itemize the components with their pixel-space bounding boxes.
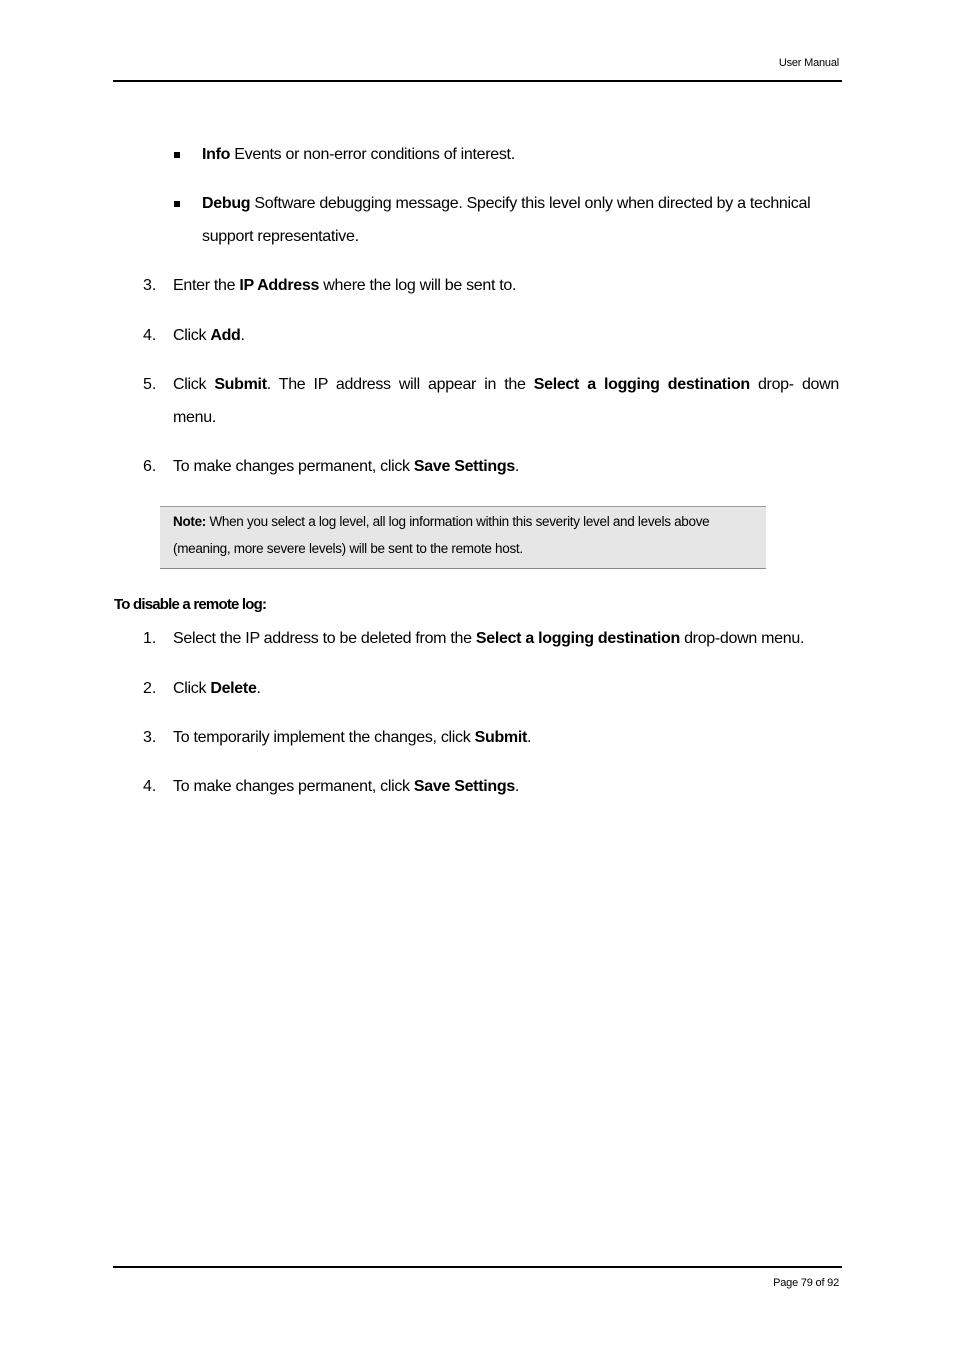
step-pre: Click <box>173 327 211 344</box>
step-text <box>173 630 804 648</box>
step-bold: Save Settings <box>413 458 515 475</box>
bullet-marker <box>174 152 180 158</box>
bullet-debug <box>202 195 839 213</box>
header-title: User Manual <box>778 57 839 69</box>
note-line: (meaning, more severe levels) will be sent to the remote host. <box>173 541 523 556</box>
note-box <box>160 506 766 569</box>
step-pre: To temporarily implement the changes, click <box>173 729 475 746</box>
step-bold: Select a logging destination <box>533 376 750 393</box>
step-number: 4. <box>143 327 157 344</box>
section-heading: To disable a remote log: <box>114 596 267 613</box>
step-number: 4. <box>143 778 157 795</box>
step-post: . <box>256 680 261 697</box>
bullet-text: Events or non-error conditions of interest. <box>230 146 515 163</box>
step-number: 3. <box>143 729 157 746</box>
step-pre: Click <box>173 680 211 697</box>
step-pre: Enter the <box>173 277 240 294</box>
step-bold: Delete <box>210 680 257 697</box>
step-bold: Select a logging destination <box>475 630 680 647</box>
step-text <box>173 327 245 345</box>
step-pre: To make changes permanent, click <box>173 778 414 795</box>
bullet-term: Debug <box>202 195 251 212</box>
page-number: Page 79 of 92 <box>773 1277 839 1289</box>
step-post: where the log will be sent to. <box>319 277 517 294</box>
step-text <box>173 458 519 476</box>
note-line <box>173 514 709 529</box>
bullet-marker <box>174 201 180 207</box>
step-mid: . The IP address will appear in the <box>266 376 534 393</box>
bullet-term: Info <box>202 146 231 163</box>
header-divider <box>113 80 842 82</box>
step-number: 6. <box>143 458 157 475</box>
step-number: 5. <box>143 376 157 393</box>
footer-divider <box>113 1266 842 1268</box>
bullet-debug-cont: support representative. <box>202 228 359 245</box>
step-bold: Save Settings <box>413 778 515 795</box>
step-post: . <box>514 778 520 795</box>
step-pre: Click <box>173 376 215 393</box>
step-text <box>173 778 519 796</box>
step-post: . <box>240 327 245 344</box>
step-post: drop- down <box>749 376 839 393</box>
step-text-cont: menu. <box>173 409 216 426</box>
step-post: . <box>514 458 520 475</box>
step-pre: To make changes permanent, click <box>173 458 414 475</box>
step-bold: IP Address <box>239 277 320 294</box>
bullet-text: Software debugging message. Specify this level only when directed by a technical <box>250 195 811 212</box>
step-number: 3. <box>143 277 157 294</box>
step-number: 2. <box>143 680 157 697</box>
note-label: Note: <box>173 514 206 529</box>
step-pre: Select the IP address to be deleted from the <box>173 630 476 647</box>
step-number: 1. <box>143 630 157 647</box>
step-bold: Add <box>210 327 241 344</box>
step-post: drop-down menu. <box>679 630 805 647</box>
step-text <box>173 729 531 747</box>
step-text <box>173 680 261 698</box>
step-post: . <box>527 729 532 746</box>
step-text <box>173 277 516 295</box>
note-text: When you select a log level, all log information within this severity level and levels above <box>206 514 710 529</box>
bullet-info <box>202 146 515 164</box>
step-bold: Submit <box>214 376 267 393</box>
step-bold: Submit <box>474 729 528 746</box>
step-text <box>173 376 839 394</box>
